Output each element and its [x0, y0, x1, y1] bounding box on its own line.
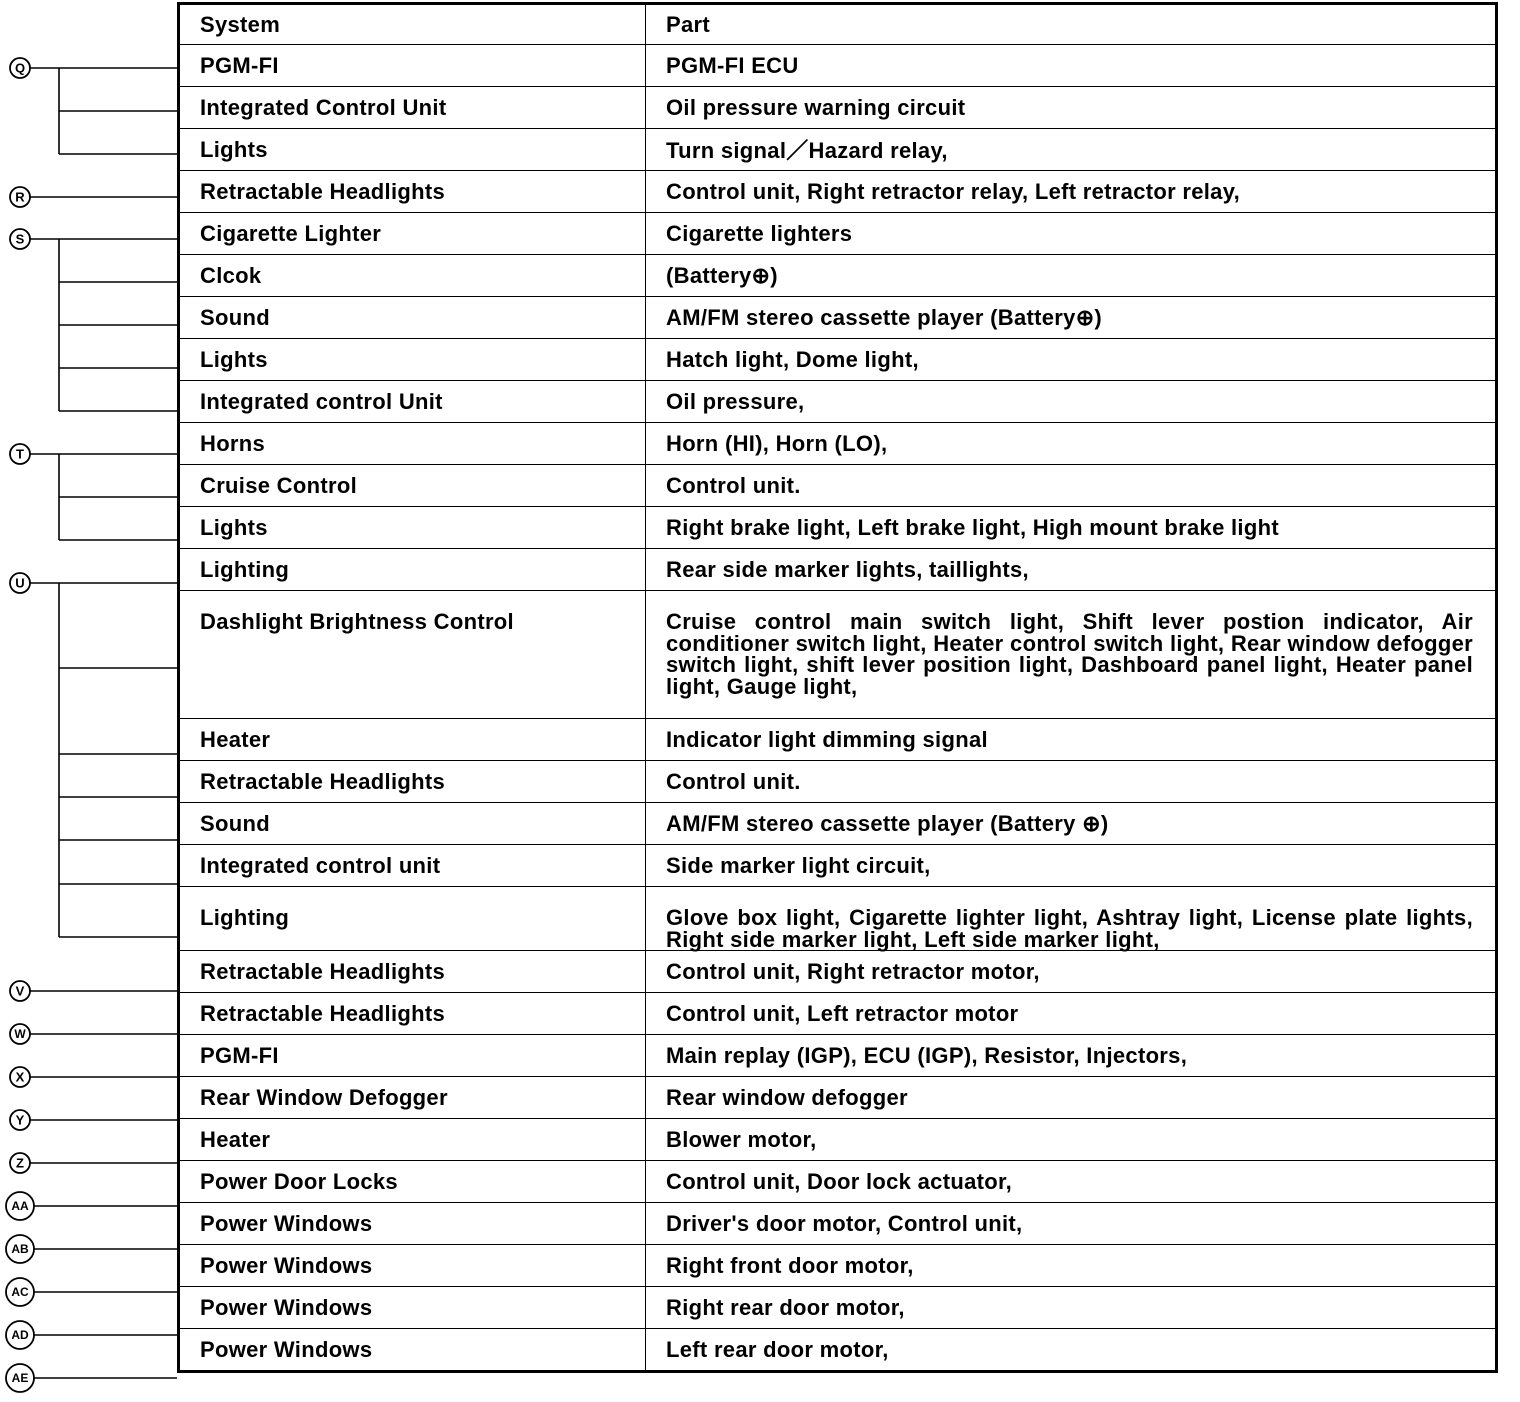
system-cell: Clcok — [179, 255, 646, 297]
table-row — [179, 719, 1497, 761]
part-cell: Right rear door motor, — [646, 1287, 1497, 1329]
table-row — [179, 1329, 1497, 1372]
fuse-connector-diagram — [0, 0, 180, 1402]
fuse-label-text: T — [16, 446, 24, 462]
fuse-label-text: U — [15, 575, 25, 591]
table-header-row — [179, 4, 1497, 45]
part-cell: Rear side marker lights, taillights, — [646, 549, 1497, 591]
system-cell: Power Door Locks — [179, 1161, 646, 1203]
system-cell: PGM-FI — [179, 45, 646, 87]
table-row — [179, 887, 1497, 951]
system-cell: Power Windows — [179, 1329, 646, 1372]
table-row — [179, 87, 1497, 129]
system-cell: Integrated control Unit — [179, 381, 646, 423]
table-row — [179, 507, 1497, 549]
table-row — [179, 423, 1497, 465]
fuse-label-ae — [6, 1364, 34, 1392]
table-row — [179, 45, 1497, 87]
fuse-label-x — [10, 1067, 30, 1087]
part-cell: Right brake light, Left brake light, High mount brake light — [646, 507, 1497, 549]
fuse-label-text: R — [15, 189, 25, 205]
part-cell: Oil pressure warning circuit — [646, 87, 1497, 129]
table-row — [179, 465, 1497, 507]
system-cell: Retractable Headlights — [179, 951, 646, 993]
system-cell: Heater — [179, 1119, 646, 1161]
fuse-label-r — [10, 187, 30, 207]
system-cell: PGM-FI — [179, 1035, 646, 1077]
table-row — [179, 761, 1497, 803]
part-cell: (Battery⊕) — [646, 255, 1497, 297]
system-cell: Power Windows — [179, 1287, 646, 1329]
fuse-label-ab — [6, 1235, 34, 1263]
system-cell: Integrated Control Unit — [179, 87, 646, 129]
part-cell: Control unit, Left retractor motor — [646, 993, 1497, 1035]
table-row — [179, 1119, 1497, 1161]
system-cell: Retractable Headlights — [179, 171, 646, 213]
system-cell: Lighting — [179, 887, 646, 951]
table-row — [179, 1287, 1497, 1329]
table-row — [179, 339, 1497, 381]
table-row — [179, 1161, 1497, 1203]
table-row — [179, 1077, 1497, 1119]
fuse-label-text: AE — [11, 1371, 29, 1385]
part-cell: AM/FM stereo cassette player (Battery ⊕) — [646, 803, 1497, 845]
system-cell: Lighting — [179, 549, 646, 591]
fuse-label-text: S — [15, 231, 25, 247]
fuse-label-u — [10, 573, 30, 593]
fuse-label-text: AD — [11, 1328, 29, 1342]
fuse-label-w — [10, 1024, 30, 1044]
fuse-label-text: Y — [15, 1112, 25, 1128]
system-cell: Integrated control unit — [179, 845, 646, 887]
table-row — [179, 845, 1497, 887]
fuse-label-t — [10, 444, 30, 464]
part-cell: Side marker light circuit, — [646, 845, 1497, 887]
part-cell: Blower motor, — [646, 1119, 1497, 1161]
part-cell: Left rear door motor, — [646, 1329, 1497, 1372]
fuse-label-text: V — [15, 983, 25, 999]
table-row — [179, 381, 1497, 423]
system-cell: Lights — [179, 129, 646, 171]
system-cell: Power Windows — [179, 1203, 646, 1245]
fuse-label-v — [10, 981, 30, 1001]
fuse-label-z — [10, 1153, 30, 1173]
fuse-label-aa — [6, 1192, 34, 1220]
part-cell: Cruise control main switch light, Shift lever postion indicator, Air conditioner switch light, Heater control switch light, Rear window defogger switch light, shift lever position light, Dashboard panel light, Heater panel light, Gauge light, — [646, 591, 1497, 719]
system-cell: Cruise Control — [179, 465, 646, 507]
fuse-label-text: W — [14, 1027, 26, 1041]
fuse-label-text: Z — [16, 1155, 24, 1171]
system-cell: Power Windows — [179, 1245, 646, 1287]
part-cell: Hatch light, Dome light, — [646, 339, 1497, 381]
table-row — [179, 297, 1497, 339]
fuse-label-q — [10, 58, 30, 78]
fuse-label-ad — [6, 1321, 34, 1349]
table-row — [179, 1203, 1497, 1245]
part-cell: Glove box light, Cigarette lighter light, Ashtray light, License plate lights, Right side marker light, Left side marker light, — [646, 887, 1497, 951]
fuse-label-s — [10, 229, 30, 249]
system-cell: Rear Window Defogger — [179, 1077, 646, 1119]
table-row — [179, 993, 1497, 1035]
table-row — [179, 591, 1497, 719]
fuse-label-text: Q — [14, 60, 26, 76]
fuse-label-text: AC — [11, 1285, 29, 1299]
part-cell: Main replay (IGP), ECU (IGP), Resistor, Injectors, — [646, 1035, 1497, 1077]
fuse-label-ac — [6, 1278, 34, 1306]
system-cell: Heater — [179, 719, 646, 761]
part-cell: Rear window defogger — [646, 1077, 1497, 1119]
part-cell: Turn signal／Hazard relay, — [646, 129, 1497, 171]
system-cell: Retractable Headlights — [179, 993, 646, 1035]
table-row — [179, 255, 1497, 297]
system-cell: Dashlight Brightness Control — [179, 591, 646, 719]
part-cell: Driver's door motor, Control unit, — [646, 1203, 1497, 1245]
column-header-system: System — [179, 4, 646, 45]
system-cell: Horns — [179, 423, 646, 465]
fuse-label-text: X — [15, 1069, 25, 1085]
fuse-label-y — [10, 1110, 30, 1130]
table-row — [179, 213, 1497, 255]
table-row — [179, 951, 1497, 993]
part-cell: Horn (HI), Horn (LO), — [646, 423, 1497, 465]
fuse-label-text: AB — [11, 1242, 29, 1256]
part-cell: Control unit, Door lock actuator, — [646, 1161, 1497, 1203]
column-header-part: Part — [646, 4, 1497, 45]
part-cell: Control unit. — [646, 465, 1497, 507]
table-row — [179, 129, 1497, 171]
part-cell: Right front door motor, — [646, 1245, 1497, 1287]
system-cell: Retractable Headlights — [179, 761, 646, 803]
table-row — [179, 1245, 1497, 1287]
table-row — [179, 803, 1497, 845]
part-cell: AM/FM stereo cassette player (Battery⊕) — [646, 297, 1497, 339]
system-cell: Sound — [179, 803, 646, 845]
table-row — [179, 549, 1497, 591]
part-cell: Control unit. — [646, 761, 1497, 803]
system-cell: Sound — [179, 297, 646, 339]
table-row — [179, 171, 1497, 213]
fuse-system-table — [177, 2, 1498, 1373]
fuse-label-text: AA — [11, 1199, 29, 1213]
table-row — [179, 1035, 1497, 1077]
part-cell: Control unit, Right retractor motor, — [646, 951, 1497, 993]
part-cell: Indicator light dimming signal — [646, 719, 1497, 761]
part-cell: Control unit, Right retractor relay, Left retractor relay, — [646, 171, 1497, 213]
system-cell: Cigarette Lighter — [179, 213, 646, 255]
part-cell: Oil pressure, — [646, 381, 1497, 423]
system-cell: Lights — [179, 507, 646, 549]
part-cell: PGM-FI ECU — [646, 45, 1497, 87]
part-cell: Cigarette lighters — [646, 213, 1497, 255]
system-cell: Lights — [179, 339, 646, 381]
